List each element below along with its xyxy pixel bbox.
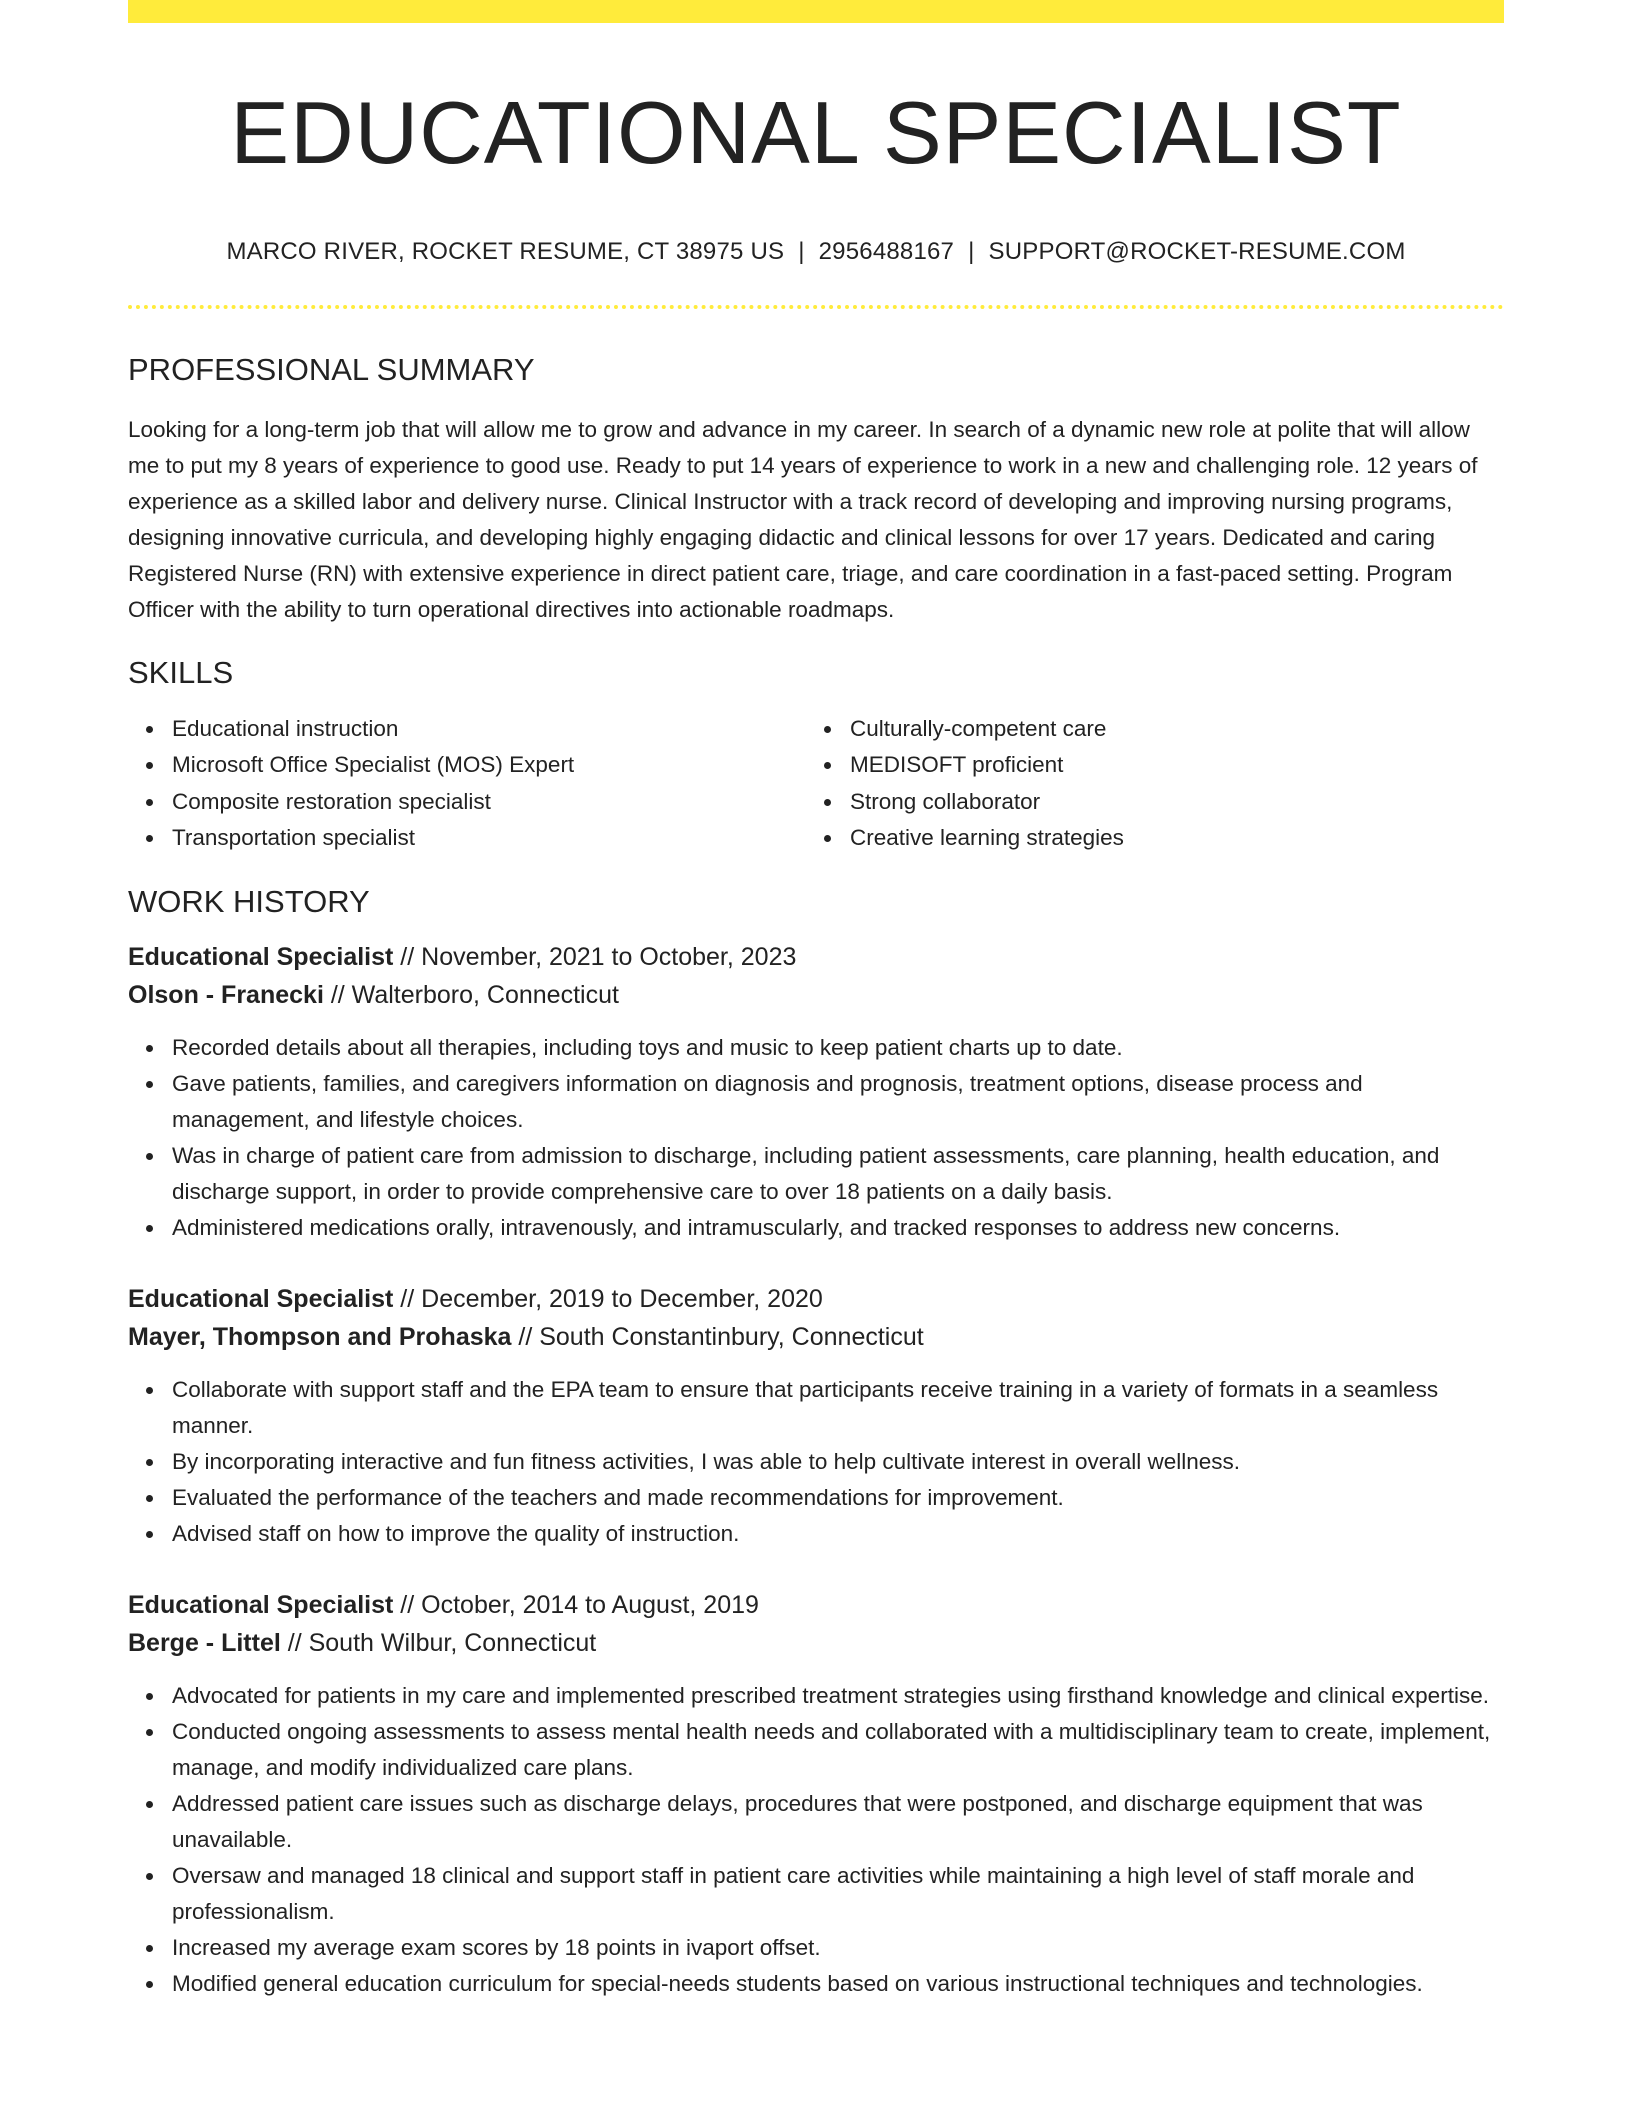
job-entry: [128, 938, 1504, 1246]
skills-list: [128, 711, 1504, 857]
skill-item: Transportation specialist: [172, 820, 806, 857]
job-dates: // October, 2014 to August, 2019: [393, 1591, 759, 1620]
contact-email: SUPPORT@ROCKET-RESUME.COM: [988, 237, 1406, 265]
contact-address: MARCO RIVER, ROCKET RESUME, CT 38975 US: [226, 237, 785, 265]
job-bullets: [128, 1372, 1504, 1552]
job-bullet: By incorporating interactive and fun fitness activities, I was able to help cultivate interest in overall wellness.: [172, 1444, 1504, 1480]
job-location: // Walterboro, Connecticut: [323, 981, 619, 1010]
resume-title: EDUCATIONAL SPECIALIST: [230, 83, 1402, 182]
job-bullet: Evaluated the performance of the teachers and made recommendations for improvement.: [172, 1480, 1504, 1516]
dotted-divider: [128, 305, 1504, 309]
job-bullet: Increased my average exam scores by 18 points in ivaport offset.: [172, 1930, 1504, 1966]
skill-item: Culturally-competent care: [850, 711, 1484, 748]
job-entry: [128, 1586, 1504, 2002]
job-company: Berge - Littel: [128, 1629, 281, 1658]
contact-separator: |: [968, 237, 975, 265]
job-location: // South Constantinbury, Connecticut: [511, 1323, 924, 1352]
summary-heading: PROFESSIONAL SUMMARY: [128, 351, 535, 387]
contact-line: [128, 238, 1504, 267]
job-company-line: [128, 976, 1504, 1014]
job-bullet: Addressed patient care issues such as discharge delays, procedures that were postponed, and discharge equipment that was unavailable.: [172, 1786, 1504, 1858]
job-bullets: [128, 1030, 1504, 1246]
job-company: Mayer, Thompson and Prohaska: [128, 1323, 512, 1352]
job-title: Educational Specialist: [128, 1285, 394, 1314]
accent-top-bar: [128, 0, 1504, 23]
job-bullet: Gave patients, families, and caregivers information on diagnosis and prognosis, treatment options, disease process and management, and lifestyle choices.: [172, 1066, 1504, 1138]
job-title: Educational Specialist: [128, 943, 394, 972]
job-title-line: [128, 1586, 1504, 1624]
job-dates: // November, 2021 to October, 2023: [393, 943, 797, 972]
job-bullet: Administered medications orally, intravenously, and intramuscularly, and tracked responses to address new concerns.: [172, 1210, 1504, 1246]
job-title: Educational Specialist: [128, 1591, 394, 1620]
job-entry: [128, 1280, 1504, 1552]
skills-column-right: [806, 711, 1484, 857]
work-history-heading: WORK HISTORY: [128, 883, 370, 919]
job-bullet: Was in charge of patient care from admission to discharge, including patient assessments, care planning, health education, and discharge support, in order to provide comprehensive care to over 18 patients on a daily basis.: [172, 1138, 1504, 1210]
job-bullet: Conducted ongoing assessments to assess mental health needs and collaborated with a multidisciplinary team to create, implement, manage, and modify individualized care plans.: [172, 1714, 1504, 1786]
job-title-line: [128, 938, 1504, 976]
skills-column-left: [128, 711, 806, 857]
skill-item: Educational instruction: [172, 711, 806, 748]
job-company-line: [128, 1624, 1504, 1662]
job-bullet: Oversaw and managed 18 clinical and support staff in patient care activities while maintaining a high level of staff morale and professionalism.: [172, 1858, 1504, 1930]
job-location: // South Wilbur, Connecticut: [280, 1629, 597, 1658]
contact-phone: 2956488167: [818, 237, 955, 265]
skill-item: Creative learning strategies: [850, 820, 1484, 857]
job-bullet: Advised staff on how to improve the quality of instruction.: [172, 1516, 1504, 1552]
job-company-line: [128, 1318, 1504, 1356]
job-bullet: Collaborate with support staff and the EPA team to ensure that participants receive training in a variety of formats in a seamless manner.: [172, 1372, 1504, 1444]
job-bullets: [128, 1678, 1504, 2002]
contact-separator: |: [798, 237, 805, 265]
skill-item: MEDISOFT proficient: [850, 747, 1484, 784]
job-bullet: Recorded details about all therapies, including toys and music to keep patient charts up to date.: [172, 1030, 1504, 1066]
skill-item: Strong collaborator: [850, 784, 1484, 821]
job-bullet: Modified general education curriculum for special-needs students based on various instructional techniques and technologies.: [172, 1966, 1504, 2002]
job-dates: // December, 2019 to December, 2020: [393, 1285, 823, 1314]
skill-item: Composite restoration specialist: [172, 784, 806, 821]
skills-heading: SKILLS: [128, 654, 234, 690]
summary-text: Looking for a long-term job that will allow me to grow and advance in my career. In search of a dynamic new role at polite that will allow me to put my 8 years of experience to good use. Ready to put 14 years of experience to work in a new and challenging role. 12 years of experience as a skilled labor and delivery nurse. Clinical Instructor with a track record of developing and improving nursing programs, designing innovative curricula, and developing highly engaging didactic and clinical lessons for over 17 years. Dedicated and caring Registered Nurse (RN) with extensive experience in direct patient care, triage, and care coordination in a fast-paced setting. Program Officer with the ability to turn operational directives into actionable roadmaps.: [128, 416, 1478, 622]
resume-page: [128, 0, 1504, 2002]
job-company: Olson - Franecki: [128, 981, 324, 1010]
job-bullet: Advocated for patients in my care and implemented prescribed treatment strategies using firsthand knowledge and clinical expertise.: [172, 1678, 1504, 1714]
skill-item: Microsoft Office Specialist (MOS) Expert: [172, 747, 806, 784]
job-title-line: [128, 1280, 1504, 1318]
